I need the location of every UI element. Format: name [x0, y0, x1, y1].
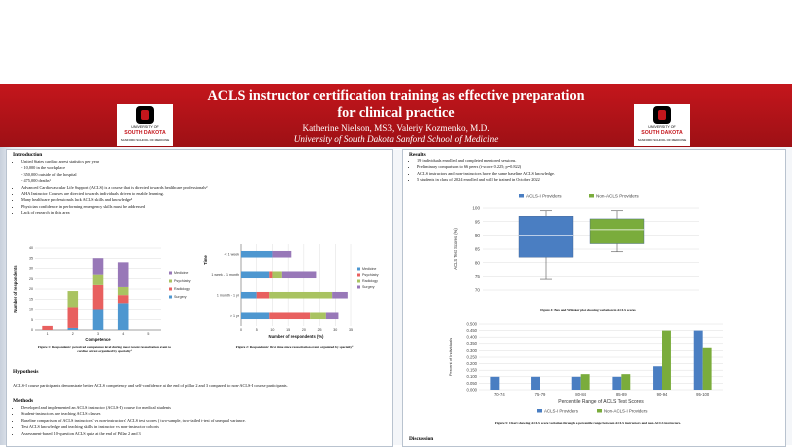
bar-segment — [68, 291, 79, 307]
affiliation: University of South Dakota Sanford School of Medicine — [293, 134, 499, 144]
legend-label: Psychiatry — [174, 279, 191, 283]
x-tick-label: 1 — [46, 332, 49, 336]
bar-segment — [118, 295, 129, 303]
bar-segment — [118, 303, 129, 330]
y-tick-label: 80 — [474, 260, 480, 266]
x-tick-label: 20 — [301, 328, 306, 332]
x-axis-title: Competence — [85, 337, 111, 342]
y-tick-label: 1 month - 1 yr — [216, 293, 239, 298]
bar-segment — [326, 312, 339, 319]
bar-segment — [310, 312, 326, 319]
y-tick-label: 0.250 — [466, 354, 477, 360]
logo-line-1: UNIVERSITY OF — [648, 125, 676, 129]
x-tick-label: 80-84 — [575, 392, 587, 397]
intro-item: • Lack of research in this area — [21, 210, 383, 216]
bar-segment — [93, 275, 104, 285]
title-line-1: ACLS instructor certification training as effective preparation — [207, 88, 585, 104]
methods-heading: Methods — [13, 398, 34, 404]
logo-line-2: SOUTH DAKOTA — [641, 130, 683, 136]
discussion-heading: Discussion — [409, 436, 434, 442]
bar-segment — [118, 287, 129, 295]
results-item: • Preliminary comparison to 66 peers (t-score 0.225; p=0.822) — [417, 164, 769, 170]
y-tick-label: 1 week - 1 month — [211, 272, 239, 277]
bar — [612, 377, 621, 390]
coyote-icon — [653, 106, 671, 124]
figure-4-caption: Figure 4: Box and Whisker plot showing variation in ACLS scores — [540, 308, 636, 312]
bar — [531, 377, 540, 390]
y-tick-label: 0.150 — [466, 367, 477, 373]
methods-item: • Test ACLS knowledge and teaching skills in instructor vs non-instructor cohorts — [21, 424, 385, 430]
legend-swatch — [519, 194, 524, 198]
bar-segment — [272, 271, 281, 278]
legend-label: Non-ACLS Providers — [596, 193, 639, 199]
y-tick-label: 75 — [474, 273, 480, 279]
legend-label: Surgery — [362, 285, 375, 289]
right-column — [402, 149, 786, 447]
x-tick-label: 5 — [255, 328, 258, 332]
x-tick-label: 70-74 — [493, 392, 505, 397]
box — [519, 216, 573, 257]
legend-label: Medicine — [174, 271, 189, 275]
bar — [694, 331, 703, 390]
legend-swatch — [169, 296, 172, 299]
intro-item: • Physician confidence in performing emergency skills must be addressed — [21, 204, 383, 210]
bar — [490, 377, 499, 390]
x-tick-label: 35 — [349, 328, 353, 332]
y-tick-label: 20 — [29, 287, 33, 292]
y-tick-label: 0.050 — [466, 380, 477, 386]
logo-line-1: UNIVERSITY OF — [131, 125, 159, 129]
intro-subitem: - 475,000 deaths¹ — [21, 178, 51, 184]
bar-segment — [68, 328, 79, 330]
legend-swatch — [357, 268, 360, 271]
bar-segment — [241, 312, 269, 319]
x-axis-title: Number of respondents (%) — [268, 334, 324, 339]
legend-label: Non-ACLS-I Providers — [604, 408, 648, 414]
bar-segment — [269, 312, 310, 319]
intro-item: • Many healthcare professionals lack ACLS skills and knowledge³ — [21, 197, 383, 203]
left-column — [6, 149, 393, 447]
x-tick-label: 85-89 — [615, 392, 627, 397]
legend-label: Surgery — [174, 295, 187, 299]
percentile-bar-chart — [447, 318, 737, 418]
intro-list — [13, 159, 383, 217]
x-tick-label: 3 — [97, 332, 99, 336]
y-tick-label: 0 — [31, 328, 33, 333]
intro-item: • AHA Instructor Courses are directed towards individuals driven to enable learning. — [21, 191, 383, 197]
logo-line-2: SOUTH DAKOTA — [124, 130, 166, 136]
y-axis-title: Number of respondents — [13, 265, 18, 313]
y-tick-label: 70 — [474, 287, 480, 293]
results-item: • 19 individuals enrolled and completed mentored sessions. — [417, 158, 769, 164]
y-tick-label: 0.400 — [466, 334, 477, 340]
y-axis-title: Time — [203, 255, 208, 265]
bar-segment — [272, 251, 291, 258]
competence-bar-chart — [11, 244, 201, 344]
x-tick-label: 15 — [286, 328, 291, 332]
poster-title — [150, 88, 642, 122]
bar-segment — [282, 271, 317, 278]
box-whisker-chart — [449, 190, 719, 305]
intro-subitem: - 10,000 in the workplace — [21, 165, 66, 171]
y-tick-label: 35 — [29, 256, 33, 261]
bar-segment — [269, 292, 332, 299]
authors: Katherine Nielson, MS3, Valeriy Kozmenko, M.D. — [302, 123, 490, 133]
legend-swatch — [357, 274, 360, 277]
bar-segment — [257, 292, 270, 299]
x-tick-label: 90-94 — [656, 392, 668, 397]
legend-label: ACLS-I Providers — [526, 193, 562, 199]
bar-segment — [93, 285, 104, 310]
y-tick-label: 40 — [29, 246, 33, 251]
title-line-2: for clinical practice — [337, 105, 455, 121]
y-axis-title: Percent of Individuals — [448, 337, 453, 377]
usd-logo-right — [634, 104, 690, 146]
x-tick-label: 30 — [333, 328, 338, 332]
y-tick-label: > 1 yr — [229, 313, 239, 318]
results-heading: Results — [409, 152, 426, 158]
results-list — [409, 158, 769, 184]
x-tick-label: 75-79 — [534, 392, 546, 397]
intro-item: • Advanced Cardiovascular Life Support (ACLS) is a course that is directed towards healthcare professionals² — [21, 185, 383, 191]
y-tick-label: 0.300 — [466, 347, 477, 353]
legend-label: ACLS-I Providers — [544, 408, 578, 414]
y-tick-label: 100 — [472, 205, 480, 211]
legend-swatch — [169, 288, 172, 291]
bar-segment — [269, 271, 272, 278]
hypothesis-text: ACLS-I course participants demonstrate better ACLS competency and self-confidence at the end of pillar 2 and 3 compared to non-ACLS-I course participants. — [13, 383, 288, 388]
y-tick-label: 95 — [474, 219, 480, 225]
y-tick-label: 5 — [31, 317, 33, 322]
time-since-event-chart — [203, 240, 389, 344]
legend-swatch — [537, 409, 542, 413]
y-tick-label: 0.200 — [466, 361, 477, 366]
logo-line-3: SANFORD SCHOOL OF MEDICINE — [120, 138, 170, 142]
legend-swatch — [169, 280, 172, 283]
y-tick-label: 85 — [474, 246, 480, 252]
bar — [572, 377, 581, 390]
legend-swatch — [589, 194, 594, 198]
intro-item: • United States cardiac arrest statistics per year — [21, 159, 383, 165]
methods-item: • Developed and implemented an ACLS instructor (ACLS-I) course for medical students — [21, 405, 385, 411]
y-tick-label: 30 — [29, 266, 33, 271]
box — [590, 219, 644, 244]
results-item: • ACLS instructors and non-instructors have the same baseline ACLS knowledge. — [417, 171, 769, 177]
legend-label: Radiology — [174, 287, 190, 291]
figure-1-caption: Figure 1: Respondents' perceived competence level during most recent resuscitation event to cardiac arrest organized by specialty⁴ — [37, 345, 172, 354]
y-tick-label: 0.000 — [466, 387, 477, 393]
bar-segment — [93, 310, 104, 331]
y-tick-label: 0.350 — [466, 341, 477, 347]
y-tick-label: 0.500 — [466, 321, 477, 327]
legend-label: Medicine — [362, 267, 377, 271]
x-tick-label: 25 — [317, 328, 322, 332]
bar-segment — [118, 262, 129, 287]
bar — [662, 331, 671, 390]
legend-label: Psychiatry — [362, 273, 379, 277]
x-tick-label: 2 — [71, 332, 74, 336]
y-tick-label: < 1 week — [224, 252, 239, 257]
legend-swatch — [169, 272, 172, 275]
legend-swatch — [597, 409, 602, 413]
figure-2-caption: Figure 2: Respondents' first time since resuscitation event organized by specialty⁴ — [235, 345, 354, 349]
y-tick-label: 0.100 — [466, 374, 477, 380]
bar — [703, 348, 712, 390]
bar-segment — [241, 251, 272, 258]
legend-label: Radiology — [362, 279, 378, 283]
bar — [581, 374, 590, 390]
usd-logo-left — [117, 104, 173, 146]
intro-subitem: - 350,000 outside of the hospital — [21, 171, 77, 177]
bar-segment — [42, 326, 53, 330]
coyote-icon — [136, 106, 154, 124]
figure-5-caption: Figure 5: Chart showing ACLS score variation through a percentile range between ACLS instructors and non-ACLS instructors. — [494, 421, 682, 425]
y-tick-label: 10 — [29, 307, 33, 312]
methods-item: • Student-instructors are teaching ACLS classes — [21, 411, 385, 417]
methods-item: • Assessment-based 10-question ACLS quiz at the end of Pillar 2 and 3 — [21, 431, 385, 437]
legend-swatch — [357, 280, 360, 283]
x-tick-label: 0 — [240, 328, 242, 332]
y-tick-label: 0.450 — [466, 328, 477, 333]
bar-segment — [241, 271, 269, 278]
logo-line-3: SANFORD SCHOOL OF MEDICINE — [637, 138, 687, 142]
y-axis-title: ACLS Test Scores (%) — [453, 228, 458, 270]
hypothesis-heading: Hypothesis — [13, 369, 39, 375]
bar-segment — [93, 258, 104, 274]
y-tick-label: 25 — [29, 276, 33, 281]
x-tick-label: 4 — [122, 332, 125, 336]
methods-list — [13, 405, 385, 437]
x-tick-label: 5 — [147, 332, 150, 336]
y-tick-label: 15 — [29, 297, 33, 302]
x-tick-label: 95-100 — [696, 392, 710, 397]
y-tick-label: 90 — [474, 232, 480, 238]
intro-heading: Introduction — [13, 152, 43, 158]
x-axis-title: Percentile Range of ACLS Test Scores — [558, 399, 644, 405]
results-item: • 5 students in class of 2024 enrolled and will be trained in October 2022 — [417, 177, 769, 183]
bar-segment — [68, 307, 79, 328]
x-tick-label: 10 — [270, 328, 275, 332]
methods-item: • Baseline comparison of ACLS instructors' vs non-instructors' ACLS test scores ( two-sample, two-tailed t-test of unequal variance. — [21, 418, 385, 424]
bar — [653, 366, 662, 390]
legend-swatch — [357, 286, 360, 289]
bar — [621, 374, 630, 390]
bar-segment — [332, 292, 348, 299]
bar-segment — [241, 292, 257, 299]
